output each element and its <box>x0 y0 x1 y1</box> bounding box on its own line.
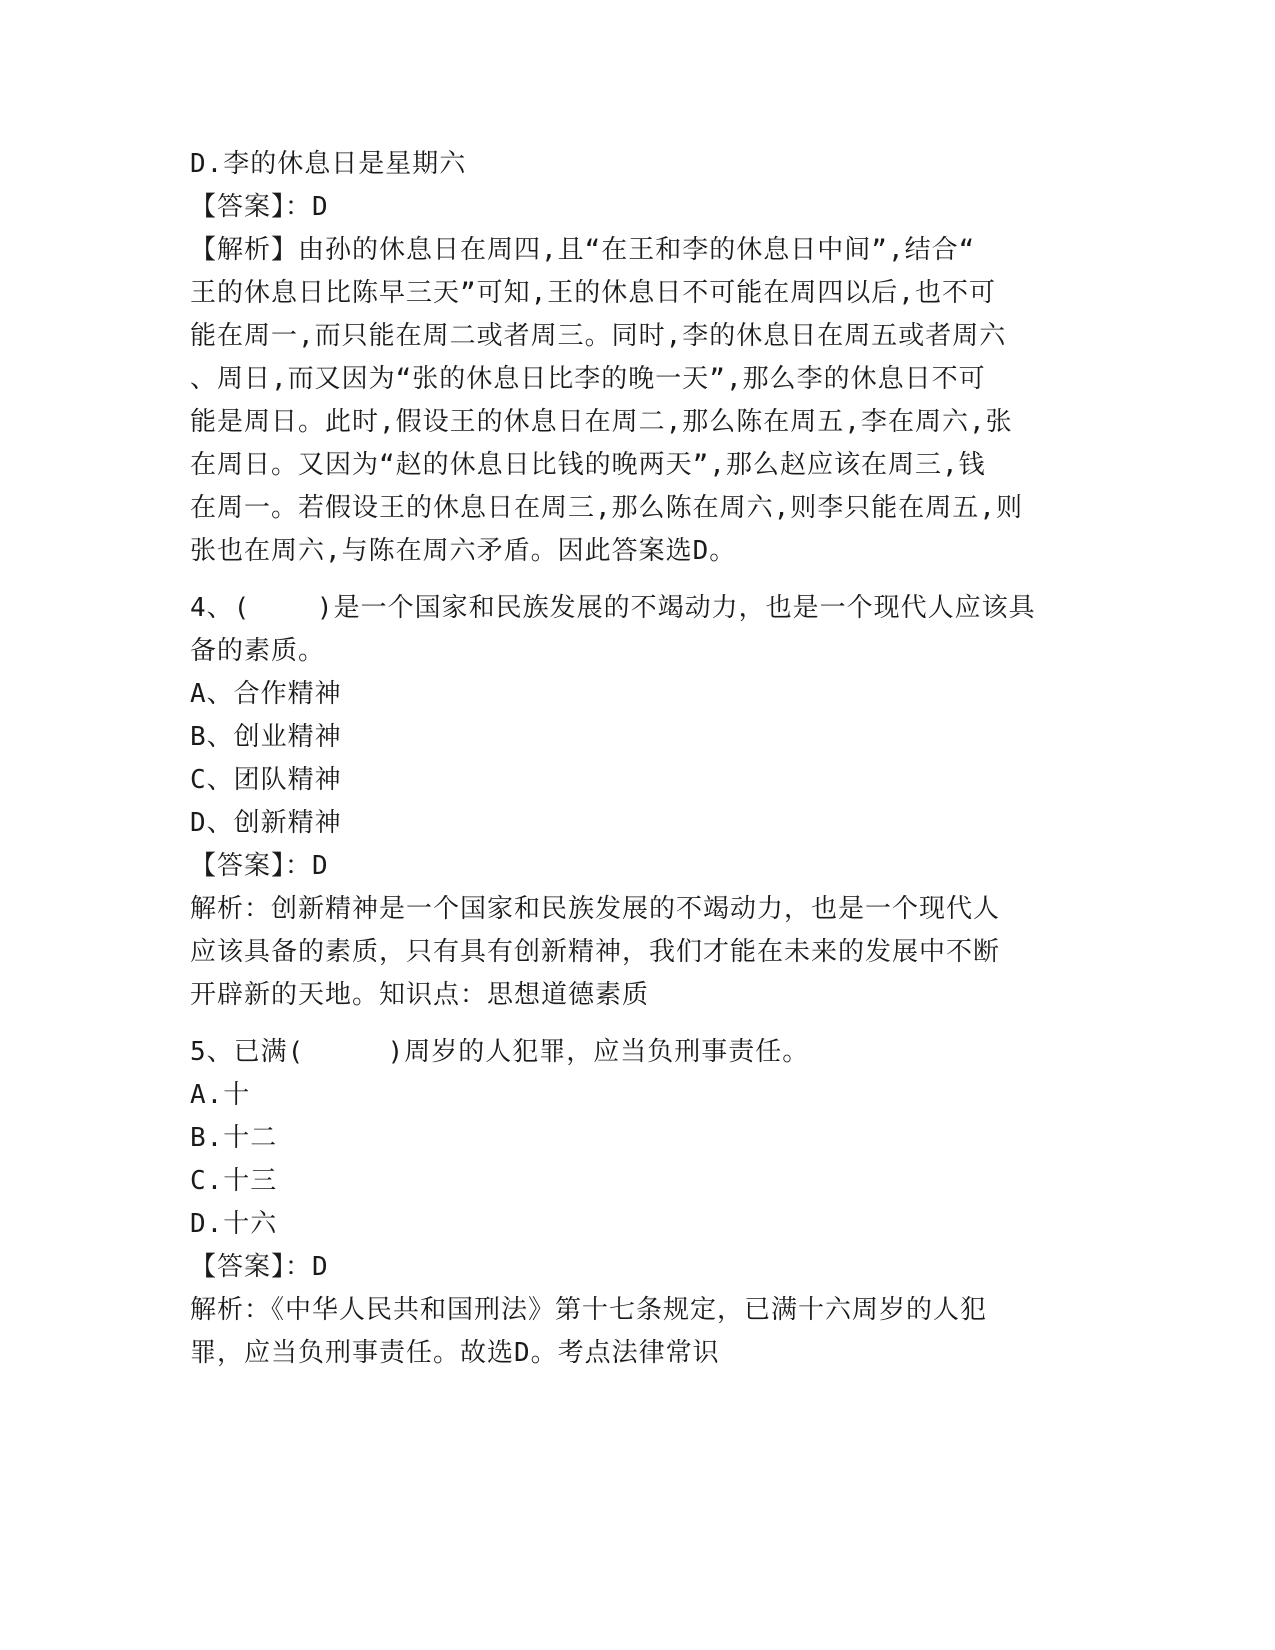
option-d: D.李的休息日是星期六 <box>190 149 467 179</box>
analysis-line: 在周日。又因为“赵的休息日比钱的晚两天”,那么赵应该在周三,钱 <box>190 450 986 480</box>
option-d: D.十六 <box>190 1209 278 1239</box>
option-b: B.十二 <box>190 1123 278 1153</box>
question-text: 5、已满( )周岁的人犯罪，应当负刑事责任。 <box>190 1037 810 1067</box>
option-c: C、团队精神 <box>190 765 342 795</box>
analysis-line: 能在周一,而只能在周二或者周三。同时,李的休息日在周五或者周六 <box>190 321 1007 351</box>
option-d: D、创新精神 <box>190 808 342 838</box>
question-text: 备的素质。 <box>190 636 326 666</box>
analysis-line: 【解析】由孙的休息日在周四,且“在王和李的休息日中间”,结合“ <box>190 235 976 265</box>
document-page <box>190 143 1090 1375</box>
question-3-continuation <box>190 143 1090 573</box>
analysis-line: 开辟新的天地。知识点：思想道德素质 <box>190 980 650 1010</box>
question-text: 4、( )是一个国家和民族发展的不竭动力，也是一个现代人应该具 <box>190 593 1036 623</box>
analysis-line: 罪，应当负刑事责任。故选D。考点法律常识 <box>190 1338 720 1368</box>
analysis-line: 在周一。若假设王的休息日在周三,那么陈在周六,则李只能在周五,则 <box>190 493 1023 523</box>
analysis-line: 王的休息日比陈早三天”可知,王的休息日不可能在周四以后,也不可 <box>190 278 996 308</box>
answer-label: 【答案】：D <box>190 192 329 222</box>
option-a: A、合作精神 <box>190 679 342 709</box>
analysis-line: 应该具备的素质，只有具有创新精神，我们才能在未来的发展中不断 <box>190 937 1001 967</box>
answer-label: 【答案】：D <box>190 1252 329 1282</box>
analysis-line: 解析：创新精神是一个国家和民族发展的不竭动力，也是一个现代人 <box>190 894 1001 924</box>
option-a: A.十 <box>190 1080 251 1110</box>
analysis-line: 能是周日。此时,假设王的休息日在周二,那么陈在周五,李在周六,张 <box>190 407 1013 437</box>
option-b: B、创业精神 <box>190 722 342 752</box>
question-4 <box>190 587 1090 1017</box>
analysis <box>190 229 1090 573</box>
analysis-line: 解析：《中华人民共和国刑法》第十七条规定，已满十六周岁的人犯 <box>190 1295 988 1325</box>
question-5 <box>190 1031 1090 1375</box>
analysis-line: 张也在周六,与陈在周六矛盾。因此答案选D。 <box>190 536 737 566</box>
option-c: C.十三 <box>190 1166 278 1196</box>
analysis-line: 、周日,而又因为“张的休息日比李的晚一天”,那么李的休息日不可 <box>190 364 986 394</box>
answer-label: 【答案】：D <box>190 851 329 881</box>
